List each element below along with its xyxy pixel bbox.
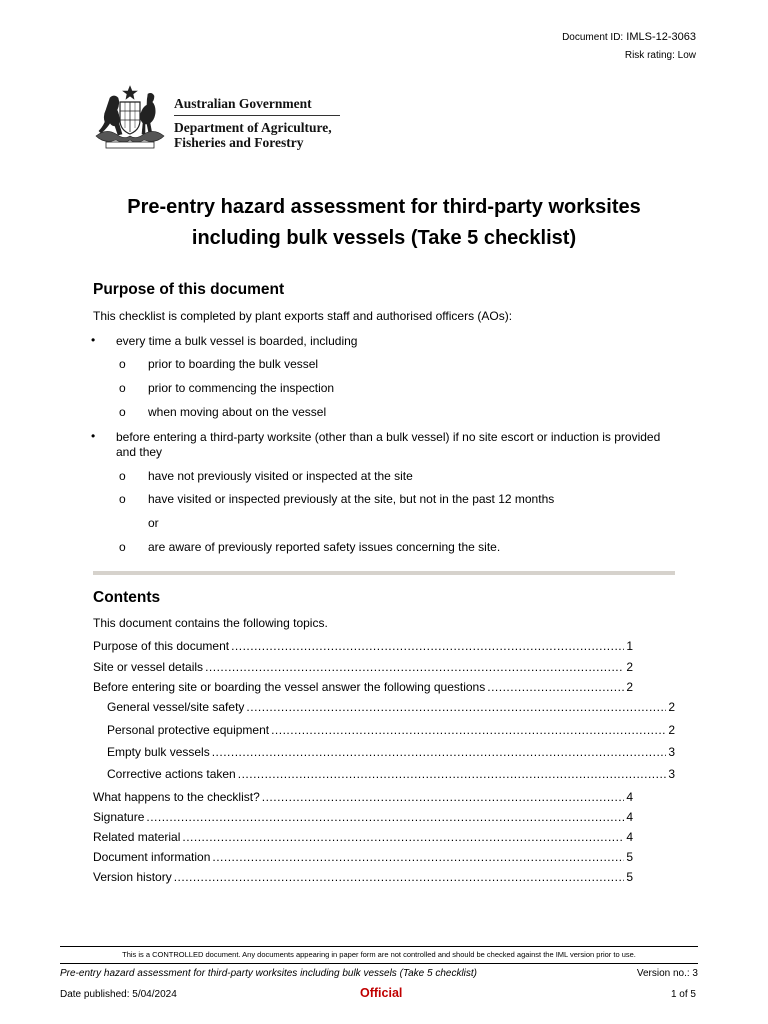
controlled-notice: This is a CONTROLLED document. Any documents appearing in paper form are not controlled and should be checked against the IML version prior to use. (122, 950, 636, 959)
toc-page: 1 (626, 639, 633, 653)
toc-page: 5 (626, 870, 633, 884)
footer-page-number: 1 of 5 (670, 989, 696, 1000)
toc-page: 5 (626, 850, 633, 864)
purpose-or: or (148, 516, 159, 530)
toc-entry[interactable] (93, 680, 633, 694)
toc-entry[interactable] (93, 790, 633, 804)
toc-page: 3 (668, 767, 675, 781)
toc-page: 4 (626, 790, 633, 804)
contents-heading: Contents (93, 589, 161, 606)
toc-page: 4 (626, 810, 633, 824)
sub-bullet-icon: o (119, 492, 126, 506)
risk-rating: Risk rating: Low (624, 50, 696, 61)
page-title (60, 192, 708, 254)
sub-bullet-icon: o (119, 469, 126, 483)
toc-label: Corrective actions taken (107, 767, 236, 781)
toc-label: Before entering site or boarding the vessel answer the following questions (93, 680, 486, 694)
toc-entry[interactable] (107, 745, 675, 759)
sub-bullet-icon: o (119, 540, 126, 554)
sub-bullet-icon: o (119, 381, 126, 395)
purpose-intro: This checklist is completed by plant exports staff and authorised officers (AOs): (93, 309, 513, 323)
purpose-bullet-1-sub-2: prior to commencing the inspection (148, 381, 335, 395)
logo-department-line2: Fisheries and Forestry (174, 135, 304, 150)
document-id (562, 31, 696, 43)
bullet-icon: • (91, 429, 96, 443)
toc-entry[interactable] (107, 767, 675, 781)
toc-label: Document information (93, 850, 211, 864)
toc-page: 2 (626, 680, 633, 694)
purpose-bullet-2-sub-2: have visited or inspected previously at the site, but not in the past 12 months (148, 492, 555, 506)
purpose-bullet-1-sub-3: when moving about on the vessel (148, 405, 327, 419)
toc-entry[interactable] (107, 700, 675, 714)
title-line2: including bulk vessels (Take 5 checklist) (191, 227, 577, 249)
toc-page: 2 (668, 723, 675, 737)
sub-bullet-icon: o (119, 405, 126, 419)
toc-label: Empty bulk vessels (107, 745, 210, 759)
sub-bullet-icon: o (119, 357, 126, 371)
document-id-value: IMLS-12-3063 (626, 31, 696, 43)
section-divider (93, 571, 675, 575)
footer-doc-title: Pre-entry hazard assessment for third-party worksites including bulk vessels (Take 5 checklist) (60, 968, 478, 979)
toc-entry[interactable] (93, 810, 633, 824)
toc-entry[interactable] (93, 870, 633, 884)
toc-entry[interactable] (93, 830, 633, 844)
purpose-bullet-1: every time a bulk vessel is boarded, including (116, 334, 358, 348)
toc-label: Site or vessel details (93, 660, 204, 674)
logo-australian-government: Australian Government (174, 96, 312, 111)
toc-label: Signature (93, 810, 145, 824)
toc-page: 4 (626, 830, 633, 844)
purpose-bullet-1-sub-1: prior to boarding the bulk vessel (148, 357, 319, 371)
coat-of-arms-icon (92, 84, 168, 150)
purpose-bullet-2-sub-3: are aware of previously reported safety issues concerning the site. (148, 540, 501, 554)
toc-entry[interactable] (93, 660, 633, 674)
bullet-icon: • (91, 333, 96, 347)
toc-label: Purpose of this document (93, 639, 230, 653)
toc-page: 2 (668, 700, 675, 714)
document-id-label: Document ID: (562, 32, 624, 43)
toc-label: Related material (93, 830, 181, 844)
classification-label: Official (360, 986, 403, 1000)
footer-rule-top (60, 946, 698, 947)
title-line1: Pre-entry hazard assessment for third-party worksites (127, 196, 641, 218)
toc-page: 2 (626, 660, 633, 674)
footer-date-published: Date published: 5/04/2024 (60, 989, 177, 1000)
toc-entry[interactable] (93, 850, 633, 864)
purpose-bullet-2-sub-1: have not previously visited or inspected at the site (148, 469, 413, 483)
contents-intro: This document contains the following topics. (93, 616, 328, 630)
logo-department-line1: Department of Agriculture, (174, 120, 332, 135)
footer-rule-bottom (60, 963, 698, 964)
logo-divider (174, 115, 340, 116)
toc-label: Version history (93, 870, 172, 884)
toc-label: General vessel/site safety (107, 700, 245, 714)
purpose-heading: Purpose of this document (93, 281, 285, 298)
purpose-bullet-2: before entering a third-party worksite (other than a bulk vessel) if no site escort or induction is provided and they (116, 430, 661, 459)
toc-page: 3 (668, 745, 675, 759)
toc-entry[interactable] (93, 639, 633, 653)
footer-version: Version no.: 3 (636, 968, 698, 979)
toc-entry[interactable] (107, 723, 675, 737)
toc-label: Personal protective equipment (107, 723, 270, 737)
toc-label: What happens to the checklist? (93, 790, 260, 804)
